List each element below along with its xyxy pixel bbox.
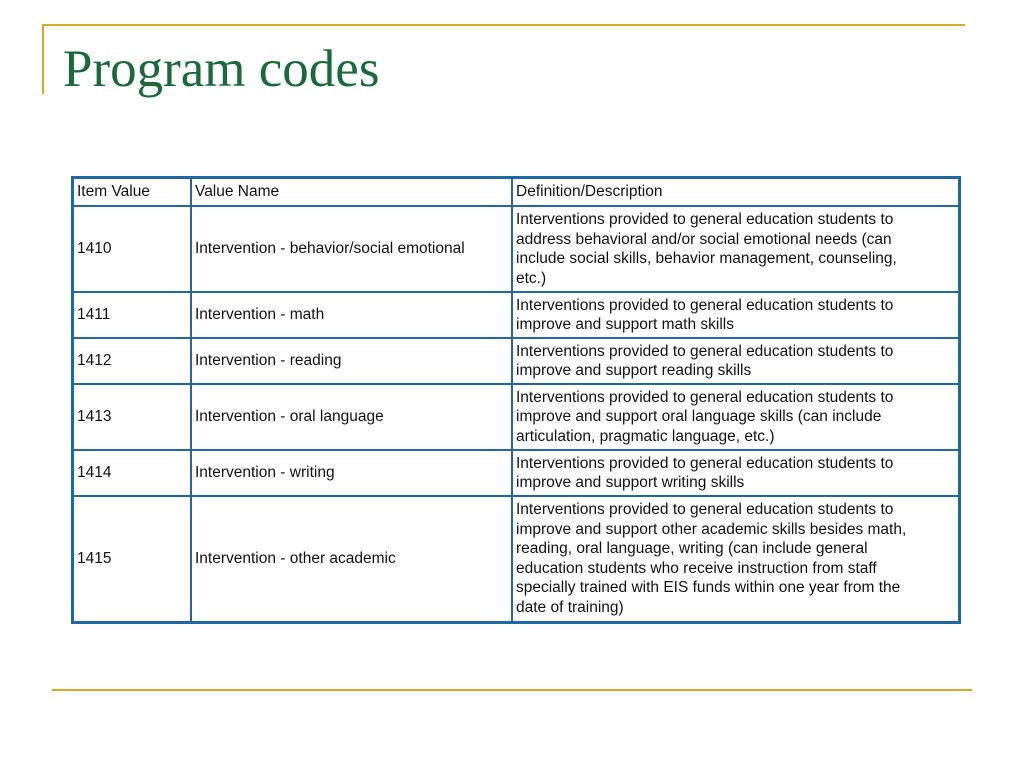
top-divider-line <box>42 24 965 26</box>
table-row <box>73 496 960 622</box>
header-value-name: Value Name <box>191 178 512 207</box>
program-codes-table <box>71 176 961 624</box>
table-row <box>73 206 960 292</box>
item-value: 1413 <box>73 384 192 450</box>
description: Interventions provided to general education students to improve and support oral language skills (can include articulation, pragmatic language, etc.) <box>512 384 960 450</box>
description: Interventions provided to general education students to improve and support reading skills <box>512 338 960 384</box>
item-value: 1415 <box>73 496 192 622</box>
item-value: 1414 <box>73 450 192 496</box>
table-row <box>73 338 960 384</box>
item-value: 1410 <box>73 206 192 292</box>
item-value: 1411 <box>73 292 192 338</box>
bottom-divider-line <box>52 689 972 691</box>
table-row <box>73 292 960 338</box>
description: Interventions provided to general education students to improve and support writing skills <box>512 450 960 496</box>
value-name: Intervention - reading <box>191 338 512 384</box>
value-name: Intervention - behavior/social emotional <box>191 206 512 292</box>
table-row <box>73 450 960 496</box>
header-definition: Definition/Description <box>512 178 960 207</box>
description: Interventions provided to general education students to address behavioral and/or social emotional needs (can include social skills, behavior management, counseling, etc.) <box>512 206 960 292</box>
left-accent-line <box>42 24 44 94</box>
slide-title: Program codes <box>63 40 380 98</box>
value-name: Intervention - writing <box>191 450 512 496</box>
description: Interventions provided to general education students to improve and support math skills <box>512 292 960 338</box>
value-name: Intervention - oral language <box>191 384 512 450</box>
header-item-value: Item Value <box>73 178 192 207</box>
description: Interventions provided to general education students to improve and support other academic skills besides math, reading, oral language, writing (can include general education students who receive instruction from staff specially trained with EIS funds within one year from the date of training) <box>512 496 960 622</box>
value-name: Intervention - other academic <box>191 496 512 622</box>
table-row <box>73 384 960 450</box>
value-name: Intervention - math <box>191 292 512 338</box>
item-value: 1412 <box>73 338 192 384</box>
table-header-row <box>73 178 960 207</box>
